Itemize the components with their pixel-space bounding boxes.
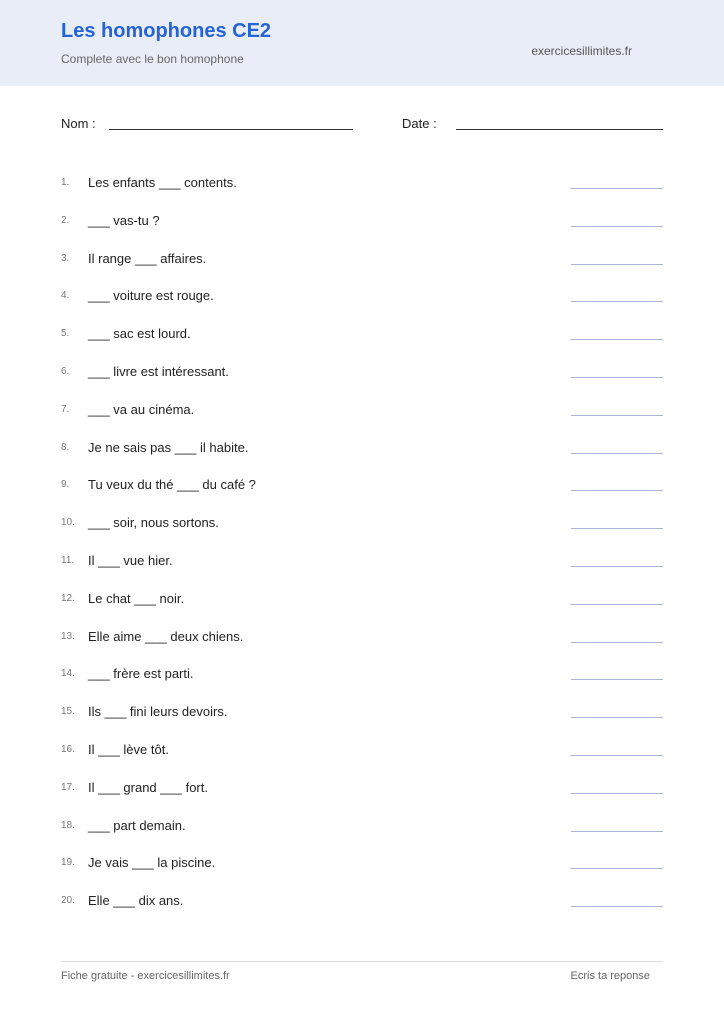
answer-field[interactable] bbox=[571, 264, 663, 265]
exercise-sentence: Elle aime ___ deux chiens. bbox=[88, 628, 244, 644]
exercise-row bbox=[61, 737, 663, 775]
answer-field[interactable] bbox=[571, 226, 663, 227]
exercise-sentence: Je vais ___ la piscine. bbox=[88, 855, 216, 871]
name-field[interactable] bbox=[109, 129, 353, 130]
exercise-row bbox=[61, 888, 663, 926]
exercise-row bbox=[61, 359, 663, 397]
exercise-sentence: Le chat ___ noir. bbox=[88, 590, 185, 606]
exercise-sentence: Tu veux du thé ___ du café ? bbox=[88, 477, 256, 493]
answer-field[interactable] bbox=[571, 377, 663, 378]
exercise-number: 17. bbox=[61, 781, 75, 793]
exercise-number: 14. bbox=[61, 668, 75, 680]
exercise-row bbox=[61, 397, 663, 435]
date-label: Date : bbox=[402, 116, 437, 131]
exercise-sentence: Il range ___ affaires. bbox=[88, 250, 207, 266]
exercise-number: 1. bbox=[61, 177, 70, 188]
exercise-number: 5. bbox=[61, 328, 70, 340]
exercise-row bbox=[61, 321, 663, 359]
exercise-row bbox=[61, 208, 663, 246]
exercise-sentence: ___ vas-tu ? bbox=[88, 212, 160, 228]
answer-field[interactable] bbox=[571, 717, 663, 718]
exercise-row bbox=[61, 548, 663, 586]
answer-field[interactable] bbox=[571, 868, 663, 869]
answer-field[interactable] bbox=[571, 188, 663, 189]
page-subtitle: Complete avec le bon homophone bbox=[61, 52, 244, 66]
exercise-number: 15. bbox=[61, 706, 75, 718]
exercise-number: 2. bbox=[61, 214, 70, 226]
answer-field[interactable] bbox=[571, 642, 663, 643]
footer-divider bbox=[61, 961, 663, 962]
exercise-number: 10. bbox=[61, 517, 75, 529]
answer-field[interactable] bbox=[571, 415, 663, 416]
exercise-row bbox=[61, 850, 663, 888]
answer-field[interactable] bbox=[571, 301, 663, 302]
exercise-number: 20. bbox=[61, 895, 75, 907]
exercise-sentence: Ils ___ fini leurs devoirs. bbox=[88, 704, 228, 720]
worksheet-header bbox=[0, 0, 724, 86]
exercise-number: 19. bbox=[61, 857, 75, 869]
answer-field[interactable] bbox=[571, 453, 663, 454]
exercise-number: 18. bbox=[61, 819, 75, 831]
exercise-row bbox=[61, 510, 663, 548]
answer-field[interactable] bbox=[571, 793, 663, 794]
exercise-number: 3. bbox=[61, 252, 70, 264]
exercise-number: 7. bbox=[61, 403, 70, 415]
exercise-number: 12. bbox=[61, 592, 75, 604]
exercise-number: 4. bbox=[61, 290, 70, 302]
exercise-row bbox=[61, 813, 663, 851]
exercise-row bbox=[61, 435, 663, 473]
exercise-sentence: ___ sac est lourd. bbox=[88, 326, 191, 342]
answer-field[interactable] bbox=[571, 528, 663, 529]
exercise-row bbox=[61, 624, 663, 662]
exercise-sentence: Il ___ grand ___ fort. bbox=[88, 779, 208, 795]
exercise-sentence: ___ va au cinéma. bbox=[88, 401, 195, 417]
date-field[interactable] bbox=[456, 129, 663, 130]
answer-field[interactable] bbox=[571, 566, 663, 567]
site-name: exercicesillimites.fr bbox=[531, 44, 632, 58]
exercise-row bbox=[61, 699, 663, 737]
exercise-number: 16. bbox=[61, 743, 75, 755]
page-title: Les homophones CE2 bbox=[61, 20, 272, 42]
answer-field[interactable] bbox=[571, 490, 663, 491]
exercise-sentence: ___ voiture est rouge. bbox=[88, 288, 214, 304]
exercise-list bbox=[61, 170, 663, 926]
exercise-row bbox=[61, 283, 663, 321]
exercise-sentence: ___ part demain. bbox=[88, 817, 186, 833]
answer-field[interactable] bbox=[571, 906, 663, 907]
exercise-sentence: ___ livre est intéressant. bbox=[88, 363, 229, 379]
name-label: Nom : bbox=[61, 116, 96, 131]
exercise-sentence: Elle ___ dix ans. bbox=[88, 893, 184, 909]
exercise-sentence: ___ frère est parti. bbox=[88, 666, 194, 682]
exercise-row bbox=[61, 775, 663, 813]
exercise-sentence: Je ne sais pas ___ il habite. bbox=[88, 439, 249, 455]
exercise-number: 8. bbox=[61, 441, 70, 453]
exercise-sentence: Les enfants ___ contents. bbox=[88, 175, 237, 190]
exercise-row bbox=[61, 661, 663, 699]
exercise-sentence: Il ___ vue hier. bbox=[88, 552, 173, 568]
exercise-number: 6. bbox=[61, 365, 70, 377]
answer-field[interactable] bbox=[571, 604, 663, 605]
exercise-sentence: Il ___ lève tôt. bbox=[88, 741, 169, 757]
answer-field[interactable] bbox=[571, 339, 663, 340]
exercise-number: 9. bbox=[61, 479, 70, 491]
exercise-row bbox=[61, 472, 663, 510]
exercise-row bbox=[61, 246, 663, 284]
answer-field[interactable] bbox=[571, 679, 663, 680]
answer-field[interactable] bbox=[571, 831, 663, 832]
exercise-row bbox=[61, 170, 663, 208]
exercise-sentence: ___ soir, nous sortons. bbox=[88, 515, 219, 531]
footer-instruction: Ecris ta reponse bbox=[570, 970, 650, 982]
exercise-number: 13. bbox=[61, 630, 75, 642]
exercise-row bbox=[61, 586, 663, 624]
footer-source: Fiche gratuite - exercicesillimites.fr bbox=[61, 970, 230, 982]
exercise-number: 11. bbox=[61, 554, 75, 566]
answer-field[interactable] bbox=[571, 755, 663, 756]
name-date-row bbox=[61, 116, 663, 136]
